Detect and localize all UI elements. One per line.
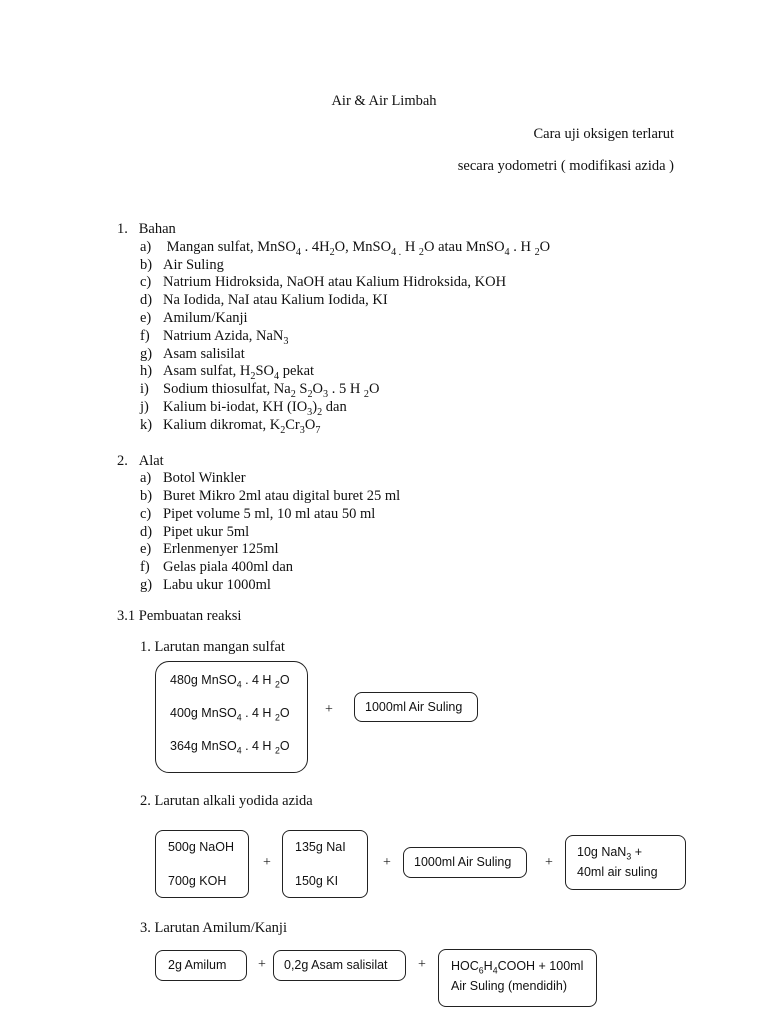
list-text: Buret Mikro 2ml atau digital buret 25 ml [163,488,401,504]
plus-sign: + [418,957,426,972]
subsection-alkali-yodida-azida: 2. Larutan alkali yodida azida [140,793,313,809]
section-heading: Bahan [138,221,176,237]
list-label: e) [140,310,152,326]
koh-option: 700g KOH [168,874,227,888]
asam-salisilat-label: 0,2g Asam salisilat [284,958,388,972]
plus-sign: + [545,855,553,870]
list-label: a) [140,239,152,255]
list-label: i) [140,381,149,397]
amilum-label: 2g Amilum [168,958,227,972]
list-item: j) Kalium bi-iodat, KH $(IO_3)_2$ dan [140,399,347,418]
nan3-amount: 10g NaN$_3$ + [577,845,642,862]
list-text: Botol Winkler [163,470,246,486]
list-label: d) [140,524,153,540]
air-suling-label: 1000ml Air Suling [414,855,512,869]
list-item: h) Asam sulfat, $H_2SO_4$ pekat [140,363,315,382]
ki-option: 150g KI [295,874,339,888]
list-item [140,524,249,541]
list-text: Labu ukur 1000ml [163,577,271,593]
section-number: 2. [117,453,128,469]
hydroxide-options-box [155,830,249,898]
list-item [140,559,293,576]
section-alat-heading [117,453,164,470]
air-suling-box [403,847,527,878]
list-item: k) Kalium dikromat, $K_2Cr_3O_7$ [140,417,321,436]
list-item [140,488,400,505]
list-item: i) Sodium thiosulfat, $Na_2$ $S_2O_3$ . 5 H $_2$O [140,381,380,400]
air-suling-box [354,692,478,722]
amilum-box [155,950,247,981]
list-label: b) [140,257,153,273]
mnso4-option-3: 364g MnSO$_4$ . 4 H $_2$O [170,739,290,756]
iodide-options-box [282,830,368,898]
section-reaksi-heading: 3.1 Pembuatan reaksi [117,608,242,624]
section-heading: Alat [138,453,164,469]
list-item [140,310,248,327]
mnso4-options-box [155,661,308,773]
list-text: Na Iodida, NaI atau Kalium Iodida, KI [163,292,388,308]
list-item: f) Natrium Azida, NaN$_3$ [140,328,289,347]
naoh-option: 500g NaOH [168,840,235,854]
list-text: Natrium Hidroksida, NaOH atau Kalium Hidroksida, KOH [163,274,507,290]
hoc6h4cooh-formula: $HOC_6H_4COOH + 100ml$ [451,959,584,976]
mnso4-option-1: 480g MnSO$_4$ . 4 H $_2$O [170,673,290,690]
list-item [140,577,271,594]
list-label: h) [140,363,153,379]
list-label: j) [140,399,149,415]
list-label: g) [140,577,153,593]
list-label: c) [140,274,152,290]
list-item [140,506,375,523]
plus-sign: + [325,702,333,717]
list-label: a) [140,470,152,486]
asam-salisilat-box [273,950,406,981]
document-subtitle-2: secara yodometri ( modifikasi azida ) [457,158,674,174]
list-item: a) Mangan sulfat, MnSO$_4$ . $4H_2O$, MnSO$_{4 .}$ H $_2$O atau MnSO$_4$ . H $_2$O [140,239,551,258]
list-item [140,257,224,274]
subsection-mangan-sulfat: 1. Larutan mangan sulfat [140,639,285,655]
air-suling-amount: 40ml air suling [577,865,658,879]
list-text: Asam salisilat [163,346,245,362]
list-label: k) [140,417,153,433]
hoc6h4cooh-box [438,949,597,1007]
document-subtitle-1: Cara uji oksigen terlarut [533,126,674,142]
subsection-amilum-kanji: 3. Larutan Amilum/Kanji [140,920,287,936]
air-suling-label: 1000ml Air Suling [365,700,463,714]
section-bahan-heading [117,221,176,238]
list-item [140,292,388,309]
list-item [140,470,246,487]
list-label: b) [140,488,153,504]
list-text: Amilum/Kanji [163,310,248,326]
list-text: Air Suling [163,257,224,273]
list-label: d) [140,292,153,308]
list-label: c) [140,506,152,522]
list-text: Pipet ukur 5ml [163,524,250,540]
list-item [140,274,506,291]
plus-sign: + [263,855,271,870]
section-number: 1. [117,221,128,237]
air-suling-mendidih: Air Suling (mendidih) [451,979,568,993]
list-item [140,541,279,558]
list-text: Gelas piala 400ml dan [163,559,294,575]
mnso4-option-2: 400g MnSO$_4$ . 4 H $_2$O [170,706,290,723]
list-label: e) [140,541,152,557]
list-text: Erlenmenyer 125ml [163,541,279,557]
document-title: Air & Air Limbah [331,93,437,109]
plus-sign: + [258,957,266,972]
nai-option: 135g NaI [295,840,346,854]
list-label: f) [140,328,150,344]
plus-sign: + [383,855,391,870]
list-label: f) [140,559,150,575]
azide-box [565,835,686,890]
list-text: Pipet volume 5 ml, 10 ml atau 50 ml [163,506,376,522]
list-label: g) [140,346,153,362]
list-item [140,346,245,363]
